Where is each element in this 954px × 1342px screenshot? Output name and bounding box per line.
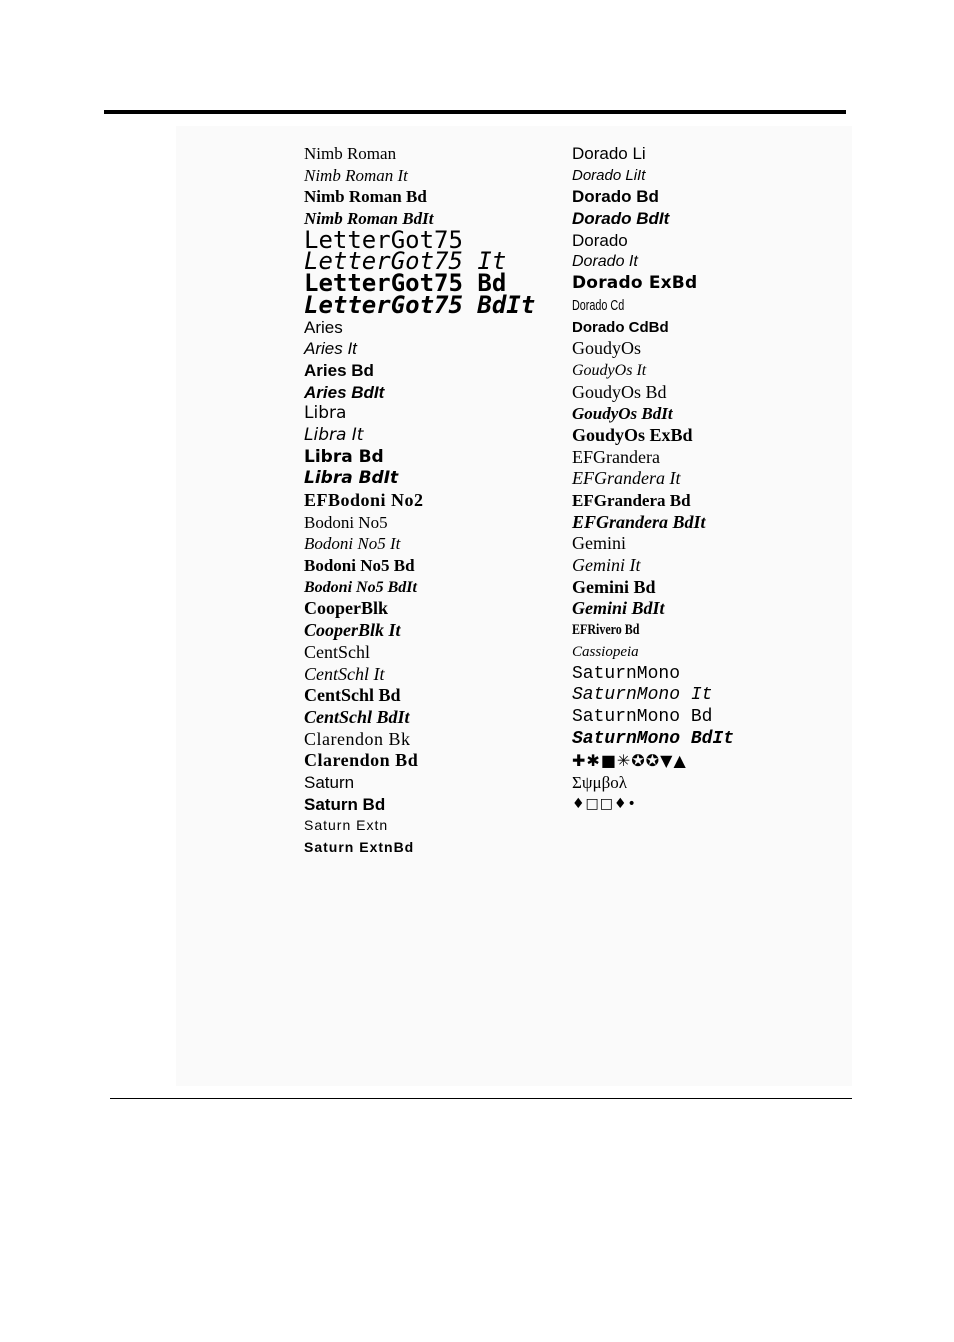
font-sample: LetterGot75 It — [304, 247, 507, 276]
font-sample: Saturn Extn — [304, 817, 389, 834]
font-sample: Dorado It — [572, 253, 638, 271]
font-sample: Clarendon Bd — [304, 750, 419, 771]
font-sample: Dorado BdIt — [572, 209, 670, 229]
dingbat-sample: ♦□□♦• — [572, 795, 637, 812]
font-sample: Libra — [304, 403, 347, 424]
font-sample: Libra It — [304, 424, 364, 445]
font-sample: EFGrandera It — [572, 468, 681, 489]
font-sample: Dorado — [572, 230, 628, 250]
font-sample: EFRivero Bd — [572, 622, 640, 639]
font-sample: EFGrandera Bd — [572, 491, 691, 510]
font-sample: Nimb Roman It — [304, 165, 408, 185]
font-sample: Dorado Bd — [572, 187, 659, 207]
font-sample: EFGrandera BdIt — [572, 511, 706, 532]
font-sample: Dorado LiIt — [572, 166, 646, 184]
font-sample: CooperBlk It — [304, 620, 401, 641]
font-sample: Saturn — [304, 772, 355, 792]
font-sample: Gemini — [572, 533, 626, 554]
font-sample: LetterGot75 Bd — [304, 269, 507, 298]
font-sample: Libra Bd — [304, 446, 384, 467]
font-sample: GoudyOs — [572, 338, 642, 359]
font-sample: Aries Bd — [304, 360, 374, 380]
right-font-column — [572, 143, 734, 815]
font-sample: Nimb Roman BdIt — [304, 209, 434, 229]
font-sample: Aries BdIt — [304, 382, 385, 402]
font-sample: CooperBlk — [304, 598, 389, 619]
bottom-rule — [110, 1098, 852, 1099]
dingbat-sample: ✚✱■✳✪✪▼▲ — [572, 751, 687, 771]
font-sample: Dorado CdBd — [572, 318, 669, 336]
font-sample: Bodoni No5 It — [304, 534, 401, 554]
font-sample: SaturnMono — [572, 663, 681, 684]
font-sample: Aries It — [304, 339, 357, 359]
font-sample: LetterGot75 BdIt — [304, 290, 536, 319]
font-sample: SaturnMono It — [572, 685, 713, 706]
font-sample: SaturnMono Bd — [572, 706, 713, 727]
font-sample: CentSchl BdIt — [304, 706, 410, 727]
font-sample: Libra BdIt — [304, 468, 399, 489]
font-sample: Gemini BdIt — [572, 598, 665, 619]
font-sample: Gemini Bd — [572, 576, 656, 597]
top-rule — [104, 110, 846, 114]
font-sample: GoudyOs ExBd — [572, 424, 693, 445]
font-sample: Clarendon Bk — [304, 728, 411, 749]
font-sample: SaturnMono BdIt — [572, 728, 735, 749]
font-sample: Aries — [304, 317, 343, 337]
font-sample: Bodoni No5 BdIt — [304, 578, 417, 596]
symbol-sample: Σψμβολ — [572, 772, 628, 792]
font-sample: GoudyOs Bd — [572, 381, 667, 402]
font-sample: EFGrandera — [572, 446, 660, 467]
font-sample: Dorado ExBd — [572, 273, 698, 294]
font-sample: Dorado Li — [572, 144, 646, 163]
font-sample: Bodoni No5 Bd — [304, 556, 415, 576]
font-sample: Saturn ExtnBd — [304, 839, 415, 855]
font-sample: EFBodoni No2 — [304, 490, 424, 510]
font-sample: CentSchl Bd — [304, 685, 401, 706]
font-sample: GoudyOs BdIt — [572, 404, 673, 424]
font-sample: LetterGot75 — [304, 225, 463, 254]
font-sample: CentSchl — [304, 641, 370, 662]
font-sample: CentSchl It — [304, 663, 385, 684]
font-sample: Nimb Roman — [304, 144, 397, 163]
font-sample: Dorado Cd — [572, 296, 625, 314]
font-sample: Gemini It — [572, 555, 641, 576]
font-sample: Nimb Roman Bd — [304, 187, 427, 207]
left-font-column — [304, 143, 535, 859]
font-sample: Saturn Bd — [304, 794, 386, 814]
font-sample: Cassiopeia — [572, 643, 639, 660]
font-sample: Bodoni No5 — [304, 512, 388, 532]
font-sample: GoudyOs It — [572, 361, 647, 379]
